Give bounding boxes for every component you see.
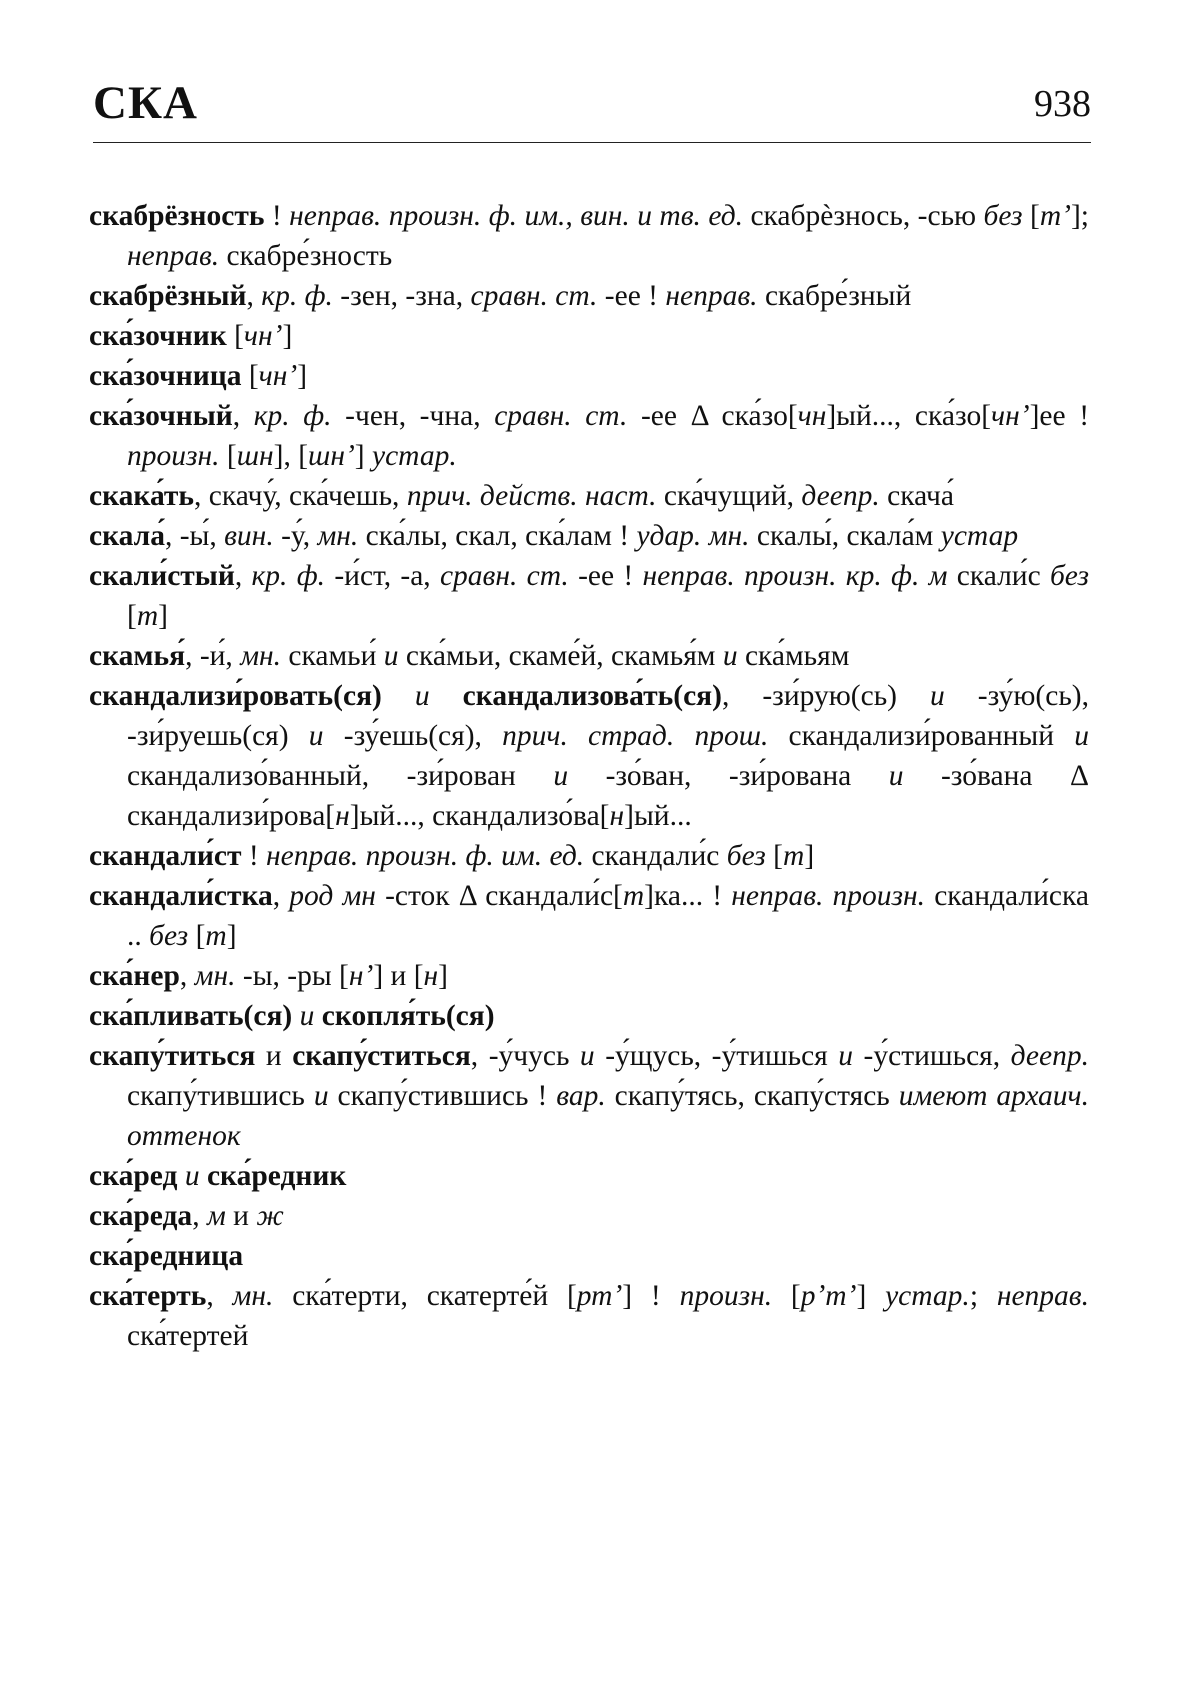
entry-label: н: [423, 960, 439, 992]
entry-headword: скабрёзность: [89, 200, 265, 232]
entry-label: мн.: [317, 520, 359, 552]
entry-text: скабре́зный: [757, 280, 912, 312]
entry-label: без: [983, 200, 1023, 232]
entry-text: , -и́,: [185, 640, 241, 672]
entry-text: скабрѐзнось, -сью: [743, 200, 984, 232]
entry-label: т: [205, 920, 227, 952]
entry-text: !: [264, 200, 290, 232]
entry-label: без: [726, 840, 766, 872]
entry-text: ,: [234, 560, 252, 592]
entry-text: ,: [179, 960, 195, 992]
entry-text: скамьи́: [281, 640, 384, 672]
entry-text: ] !: [622, 1280, 680, 1312]
entry-label: и: [930, 680, 945, 712]
entry-label: и: [838, 1040, 854, 1072]
entry-headword: скандализова́ть(ся): [462, 680, 722, 712]
entry-label: чнʼ: [258, 360, 298, 392]
entry-text: -и́ст, -а,: [325, 560, 440, 592]
entry-headword: ска́пливать(ся): [89, 1000, 293, 1032]
entry-label: и: [313, 1080, 329, 1112]
page-number: 938: [1034, 83, 1091, 125]
entry-label: удар. мн.: [636, 520, 750, 552]
entry-text: -зо́вана Δ скандализи́рова[: [127, 760, 1089, 832]
entry-label: и: [1074, 720, 1089, 752]
entry-label: неправ. произн. ф. им. ед.: [266, 840, 585, 872]
entry-label: неправ.: [665, 280, 758, 312]
entry-label: тʼ: [1039, 200, 1071, 232]
entry-text: [292, 1000, 299, 1032]
dictionary-entry: [89, 1156, 1089, 1196]
entry-text: и: [225, 1200, 257, 1232]
entry-text: -зен, -зна,: [332, 280, 471, 312]
entry-label: ртʼ: [576, 1280, 623, 1312]
entry-label: устар: [940, 520, 1019, 552]
entry-label: и: [299, 1000, 315, 1032]
entry-text: ];: [1070, 200, 1089, 232]
entry-label: н: [609, 800, 625, 832]
entry-label: неправ. произн.: [731, 880, 926, 912]
entry-text: [177, 1160, 184, 1192]
entry-text: [382, 680, 415, 712]
entry-headword: ска́зочник: [89, 320, 227, 352]
entry-text: -чен, -чна,: [331, 400, 495, 432]
entry-headword: ска́реда: [89, 1200, 193, 1232]
entry-text: , -ы́,: [164, 520, 225, 552]
entry-label: кр. ф.: [251, 560, 326, 592]
entry-headword: скака́ть: [89, 480, 195, 512]
entry-text: ,: [246, 280, 262, 312]
dictionary-entry: [89, 476, 1089, 516]
entry-label: рʼтʼ: [800, 1280, 857, 1312]
entry-label: устар.: [371, 440, 457, 472]
entry-text: и: [255, 1040, 293, 1072]
entry-text: -ее !: [597, 280, 666, 312]
entry-text: скапу́стившись !: [328, 1080, 557, 1112]
entry-text: [: [127, 600, 137, 632]
dictionary-entry: [89, 316, 1089, 356]
entry-label: сравн. ст.: [494, 400, 628, 432]
entry-text: ска́терти, скатерте́й [: [273, 1280, 577, 1312]
entry-headword: скали́стый: [89, 560, 235, 592]
entry-headword: скандали́стка: [89, 880, 273, 912]
entry-text: [: [226, 320, 244, 352]
dictionary-entry: [89, 636, 1089, 676]
entry-label: шнʼ: [308, 440, 355, 472]
dictionary-entry: [89, 1036, 1089, 1156]
dictionary-entry: [89, 876, 1089, 956]
entry-label: и: [888, 760, 904, 792]
entry-label: неправ.: [127, 240, 220, 272]
entry-text: ]: [297, 360, 308, 392]
entry-headword: скопля́ть(ся): [321, 1000, 495, 1032]
entry-text: ]: [282, 320, 293, 352]
entry-label: и: [722, 640, 738, 672]
entry-text: скандализи́рованный: [768, 720, 1075, 752]
entry-headword: ска́редница: [89, 1240, 244, 1272]
entry-label: н: [335, 800, 350, 832]
entry-label: без: [149, 920, 189, 952]
dictionary-entry: [89, 356, 1089, 396]
entry-label: вин.: [224, 520, 274, 552]
entry-text: [: [1022, 200, 1040, 232]
entry-text: [430, 680, 463, 712]
entry-text: , -зи́рую(сь): [721, 680, 930, 712]
entry-text: [200, 1160, 207, 1192]
entry-text: ]: [856, 1280, 886, 1312]
entry-headword: ска́зочница: [89, 360, 242, 392]
entry-text: ]: [226, 920, 237, 952]
entry-text: ска́лы, скал, ска́лам !: [358, 520, 637, 552]
entry-text: ]: [354, 440, 372, 472]
entry-text: ,: [206, 1280, 233, 1312]
entry-label: м: [206, 1200, 226, 1232]
entry-text: ]ый..., скандализо́ва[: [349, 800, 610, 832]
entry-headword: скапу́титься: [89, 1040, 256, 1072]
entry-label: произн.: [127, 440, 220, 472]
entry-text: ,: [192, 1200, 207, 1232]
entry-text: скапу́тившись: [127, 1080, 314, 1112]
entry-text: ска́мьи, скаме́й, скамья́м: [398, 640, 723, 672]
entry-label: деепр.: [801, 480, 880, 512]
entry-label: шн: [236, 440, 274, 472]
entry-headword: ска́редник: [206, 1160, 347, 1192]
entry-text: ;: [969, 1280, 997, 1312]
dictionary-entry: [89, 1196, 1089, 1236]
dictionary-entry: [89, 196, 1089, 276]
entry-text: ]: [438, 960, 448, 992]
entry-label: неправ. произн. ф. им., вин. и тв. ед.: [289, 200, 743, 232]
entry-text: скали́с: [947, 560, 1050, 592]
dictionary-entry: [89, 556, 1089, 636]
dictionary-entry: [89, 1276, 1089, 1356]
entry-label: деепр.: [1010, 1040, 1089, 1072]
entry-label: и: [383, 640, 399, 672]
entry-text: -зу́ю(сь), -зи́руешь(ся): [127, 680, 1089, 752]
entry-label: и: [553, 760, 569, 792]
dictionary-entry: [89, 396, 1089, 476]
entry-label: мн.: [240, 640, 282, 672]
entry-text: скабре́зность: [219, 240, 393, 272]
entry-text: -у́щусь, -у́тишься: [594, 1040, 839, 1072]
entry-text: ска́тертей: [127, 1320, 249, 1352]
entry-text: -зу́ешь(ся),: [323, 720, 503, 752]
entry-text: -зо́ван, -зи́рована: [568, 760, 889, 792]
entry-label: мн.: [232, 1280, 274, 1312]
header-rule: [93, 142, 1091, 143]
entry-headword: скамья́: [89, 640, 186, 672]
entry-label: ж: [256, 1200, 284, 1232]
entry-headword: скандализи́ровать(ся): [89, 680, 382, 712]
page-header: [93, 78, 1091, 148]
entry-text: ]ый...: [624, 800, 692, 832]
entry-text: -ы, -ры [: [235, 960, 349, 992]
entry-text: скалы́, скала́м: [749, 520, 941, 552]
entry-text: скандали́с: [584, 840, 727, 872]
header-title: СКА: [93, 77, 198, 129]
entry-text: ]ка... !: [644, 880, 732, 912]
entry-label: мн.: [194, 960, 236, 992]
entry-text: скандали́ска ..: [127, 880, 1089, 952]
entry-text: [: [765, 840, 783, 872]
dictionary-entry: [89, 676, 1089, 836]
entry-label: устар.: [885, 1280, 970, 1312]
entry-headword: скандали́ст: [89, 840, 242, 872]
entry-label: кр. ф.: [253, 400, 332, 432]
entry-label: и: [579, 1040, 595, 1072]
entry-text: ,: [272, 880, 290, 912]
entry-label: вар.: [556, 1080, 606, 1112]
entry-label: т: [136, 600, 159, 632]
entry-text: , -у́чусь: [470, 1040, 580, 1072]
entry-text: скапу́тясь, скапу́стясь: [605, 1080, 899, 1112]
entry-label: произн.: [679, 1280, 773, 1312]
dictionary-entry: [89, 516, 1089, 556]
dictionary-entry: [89, 996, 1089, 1036]
entry-text: [: [241, 360, 259, 392]
entry-text: [: [188, 920, 206, 952]
entry-text: скача́: [879, 480, 954, 512]
entry-label: чнʼ: [243, 320, 283, 352]
entry-text: ]ее !: [1029, 400, 1090, 432]
entry-label: и: [414, 680, 430, 712]
entry-text: ска́мьям: [737, 640, 850, 672]
entry-label: кр. ф.: [261, 280, 333, 312]
entry-label: чнʼ: [991, 400, 1030, 432]
entry-headword: скала́: [89, 520, 165, 552]
entry-label: т: [783, 840, 805, 872]
entry-label: т: [622, 880, 645, 912]
entry-headword: ска́ред: [89, 1160, 178, 1192]
entry-text: ], [: [273, 440, 309, 472]
entry-text: ]: [804, 840, 815, 872]
entry-text: ]: [158, 600, 168, 632]
entry-label: сравн. ст.: [439, 560, 569, 592]
dictionary-entry: [89, 956, 1089, 996]
entry-label: и: [184, 1160, 200, 1192]
entry-text: [: [219, 440, 237, 472]
entry-label: и: [308, 720, 324, 752]
entry-label: нʼ: [348, 960, 374, 992]
entry-text: ска́чущий,: [656, 480, 802, 512]
entry-text: [: [772, 1280, 801, 1312]
entry-text: , скачу́, ска́чешь,: [194, 480, 407, 512]
entry-text: [314, 1000, 321, 1032]
entry-headword: ска́нер: [89, 960, 180, 992]
entry-label: прич. действ. наст.: [406, 480, 657, 512]
dictionary-entry: [89, 1236, 1089, 1276]
entry-text: -сток Δ скандали́с[: [375, 880, 623, 912]
entry-text: !: [241, 840, 267, 872]
entry-text: ,: [232, 400, 254, 432]
entry-label: чн: [797, 400, 827, 432]
entry-text: -у́,: [273, 520, 318, 552]
entry-text: ]ый..., ска́зо[: [826, 400, 992, 432]
entry-text: -ее Δ ска́зо[: [627, 400, 798, 432]
entry-headword: ска́терть: [89, 1280, 207, 1312]
entry-text: скандализо́ванный, -зи́рован: [127, 760, 554, 792]
entry-label: прич. страд. прош.: [502, 720, 769, 752]
entry-label: имеют архаич. оттенок: [127, 1080, 1089, 1152]
entry-label: род мн: [289, 880, 376, 912]
entry-text: -ее !: [568, 560, 643, 592]
entry-label: неправ. произн. кр. ф. м: [642, 560, 948, 592]
entry-label: сравн. ст.: [470, 280, 598, 312]
dictionary-entries: [89, 196, 1089, 1356]
entry-headword: скабрёзный: [89, 280, 247, 312]
entry-headword: скапу́ститься: [292, 1040, 471, 1072]
dictionary-entry: [89, 836, 1089, 876]
entry-headword: ска́зочный: [89, 400, 233, 432]
entry-text: ] и [: [373, 960, 424, 992]
entry-text: -у́стишься,: [853, 1040, 1011, 1072]
entry-label: неправ.: [996, 1280, 1089, 1312]
dictionary-entry: [89, 276, 1089, 316]
entry-label: без: [1049, 560, 1090, 592]
